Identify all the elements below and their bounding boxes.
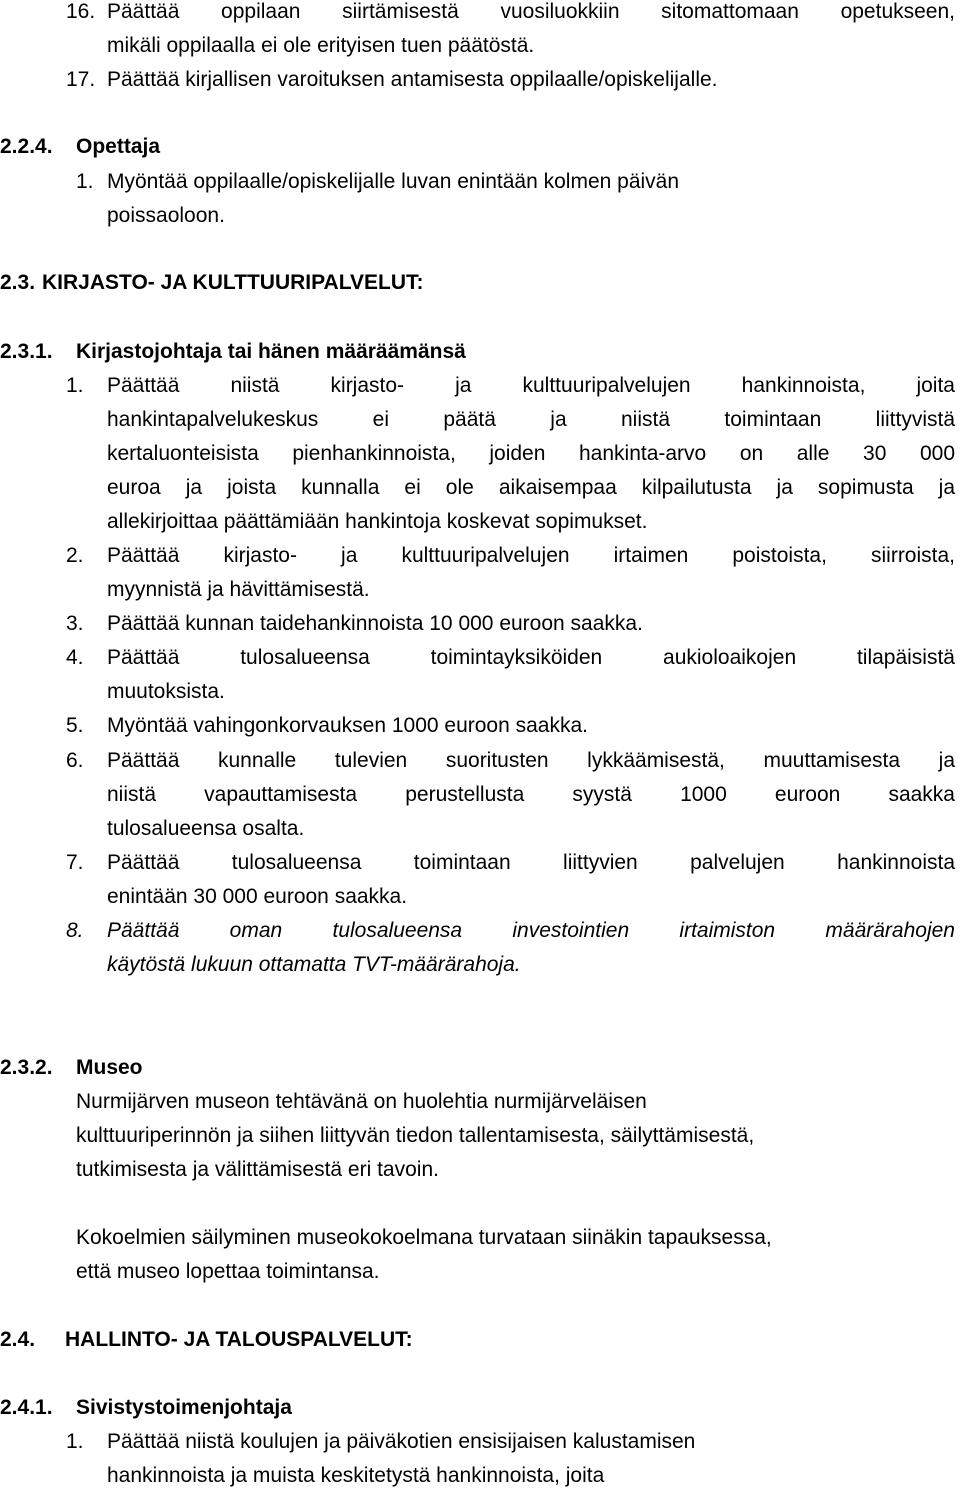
- list-item-text: Päättää kirjallisen varoituksen antamisesta oppilaalle/opiskelijalle.: [107, 68, 718, 91]
- list-number: 16.: [66, 0, 96, 23]
- list-item-text: tulosalueensa osalta.: [107, 817, 305, 840]
- section-heading: [0, 271, 424, 295]
- subsection-heading: [0, 1396, 292, 1420]
- list-number: 5.: [66, 714, 84, 737]
- paragraph-line: Nurmijärven museon tehtävänä on huolehtia nurmijärveläisen: [76, 1090, 647, 1113]
- list-number: 4.: [66, 646, 84, 669]
- list-number: 1.: [66, 374, 84, 397]
- section-number: 2.4.: [0, 1328, 36, 1351]
- list-item-text: kertaluonteisista pienhankinnoista, joiden hankinta-arvo on alle 30 000: [107, 442, 955, 465]
- list-item-text: allekirjoittaa päättämiään hankintoja koskevat sopimukset.: [107, 510, 648, 533]
- list-item-text: Päättää niistä kirjasto- ja kulttuuripalvelujen hankinnoista, joita: [107, 374, 955, 397]
- section-title: Kirjastojohtaja tai hänen määräämänsä: [76, 340, 466, 363]
- list-item-text: Päättää tulosalueensa toimintaan liittyvien palvelujen hankinnoista: [107, 851, 955, 874]
- list-item-text: poissaoloon.: [107, 204, 225, 227]
- section-title: Museo: [76, 1056, 143, 1079]
- list-item-text: myynnistä ja hävittämisestä.: [107, 578, 370, 601]
- section-number: 2.3.2.: [0, 1056, 53, 1079]
- list-number: 6.: [66, 749, 84, 772]
- list-item-text: Päättää kirjasto- ja kulttuuripalvelujen irtaimen poistoista, siirroista,: [107, 544, 955, 567]
- section-title: Opettaja: [76, 135, 161, 158]
- list-item-text: Päättää oppilaan siirtämisestä vuosiluokkiin sitomattomaan opetukseen,: [107, 0, 955, 23]
- list-number: 1.: [66, 1430, 84, 1453]
- list-item-text: enintään 30 000 euroon saakka.: [107, 885, 408, 908]
- list-number: 8.: [66, 919, 84, 942]
- list-number: 7.: [66, 851, 84, 874]
- list-item-text: Päättää kunnalle tulevien suoritusten lykkäämisestä, muuttamisesta ja: [107, 749, 955, 772]
- section-title: Sivistystoimenjohtaja: [76, 1396, 292, 1419]
- paragraph-line: Kokoelmien säilyminen museokokoelmana turvataan siinäkin tapauksessa,: [76, 1226, 772, 1249]
- subsection-heading: [0, 340, 466, 364]
- section-title: HALLINTO- JA TALOUSPALVELUT:: [65, 1328, 413, 1351]
- paragraph-line: tutkimisesta ja välittämisestä eri tavoin.: [76, 1158, 439, 1181]
- section-heading: [0, 1328, 413, 1352]
- list-number: 17.: [66, 68, 96, 91]
- list-item-text: Päättää kunnan taidehankinnoista 10 000 euroon saakka.: [107, 612, 643, 635]
- list-number: 1.: [76, 170, 94, 193]
- list-item-text: Päättää niistä koulujen ja päiväkotien ensisijaisen kalustamisen: [107, 1430, 696, 1453]
- list-item-text: niistä vapauttamisesta perustellusta syystä 1000 euroon saakka: [107, 783, 955, 806]
- paragraph-line: että museo lopettaa toimintansa.: [76, 1260, 380, 1283]
- list-number: 2.: [66, 544, 84, 567]
- list-number: 3.: [66, 612, 84, 635]
- list-item-text: Myöntää vahingonkorvauksen 1000 euroon saakka.: [107, 714, 588, 737]
- list-item-text: mikäli oppilaalla ei ole erityisen tuen päätöstä.: [107, 34, 535, 57]
- list-item-text: hankintapalvelukeskus ei päätä ja niistä toimintaan liittyvistä: [107, 408, 955, 431]
- list-item-text: muutoksista.: [107, 680, 225, 703]
- subsection-heading: [0, 1056, 143, 1080]
- section-number: 2.3.: [0, 271, 36, 294]
- section-number: 2.4.1.: [0, 1396, 53, 1419]
- section-number: 2.3.1.: [0, 340, 53, 363]
- section-heading: [0, 135, 161, 159]
- section-number: 2.2.4.: [0, 135, 53, 158]
- section-title: KIRJASTO- JA KULTTUURIPALVELUT:: [42, 271, 424, 294]
- list-item-text: Päättää tulosalueensa toimintayksiköiden aukioloaikojen tilapäisistä: [107, 646, 955, 669]
- list-item-text: käytöstä lukuun ottamatta TVT-määrärahoja.: [107, 953, 521, 976]
- list-item-text: Päättää oman tulosalueensa investointien irtaimiston määrärahojen: [107, 919, 955, 942]
- paragraph-line: kulttuuriperinnön ja siihen liittyvän tiedon tallentamisesta, säilyttämisestä,: [76, 1124, 755, 1147]
- list-item-text: Myöntää oppilaalle/opiskelijalle luvan enintään kolmen päivän: [107, 170, 680, 193]
- list-item-text: euroa ja joista kunnalla ei ole aikaisempaa kilpailutusta ja sopimusta ja: [107, 476, 955, 499]
- list-item-text: hankinnoista ja muista keskitetystä hankinnoista, joita: [107, 1464, 605, 1487]
